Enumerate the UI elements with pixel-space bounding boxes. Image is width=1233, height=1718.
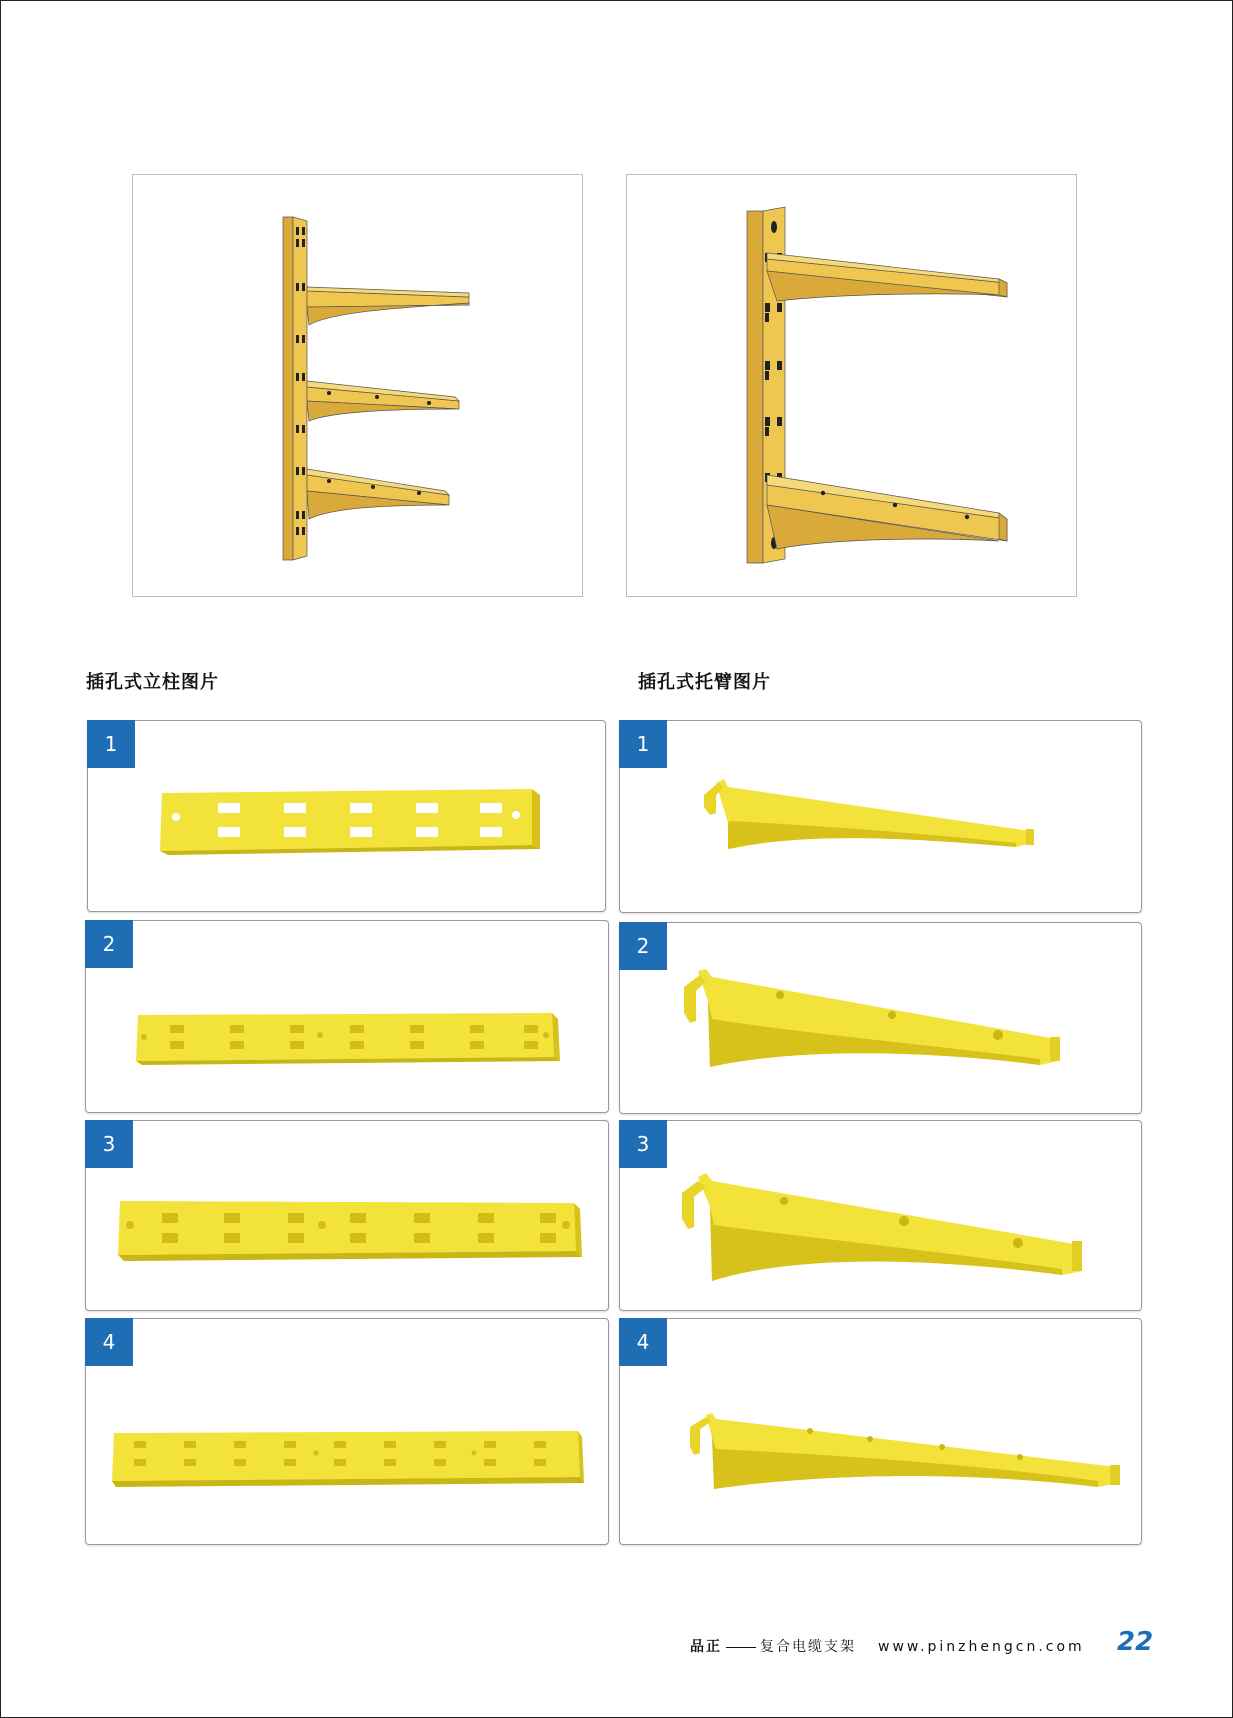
column-photo-card[interactable] [87,720,606,912]
arm-photo-card[interactable] [619,1318,1142,1545]
column-product-3 [86,1121,608,1310]
page-number: 22 [1117,1627,1154,1657]
arm-assembly-diagram [626,174,1077,597]
column-product-1 [88,721,605,911]
footer-url[interactable]: www.pinzhengcn.com [878,1639,1085,1655]
arm-product-2 [620,923,1141,1113]
card-number-badge: 3 [85,1120,133,1168]
card-number-badge: 1 [87,720,135,768]
arm-photo-card[interactable] [619,922,1142,1114]
column-product-4 [86,1319,608,1544]
arm-photo-card[interactable] [619,720,1142,913]
card-number-badge: 4 [619,1318,667,1366]
footer-brand: 品正 [690,1639,722,1655]
card-number-badge: 2 [85,920,133,968]
arm-photo-card[interactable] [619,1120,1142,1311]
column-product-2 [86,921,608,1112]
card-number-badge: 1 [619,720,667,768]
footer-tagline: 复合电缆支架 [760,1639,856,1655]
column-assembly-illustration [133,175,582,596]
column-photo-card[interactable] [85,920,609,1113]
column-assembly-diagram [132,174,583,597]
arm-section-title: 插孔式托臂图片 [638,672,771,693]
column-photo-card[interactable] [85,1318,609,1545]
footer [690,1636,1085,1656]
card-number-badge: 4 [85,1318,133,1366]
column-section-title: 插孔式立柱图片 [86,672,219,693]
card-number-badge: 2 [619,922,667,970]
footer-dash [726,1647,756,1648]
card-number-badge: 3 [619,1120,667,1168]
arm-product-4 [620,1319,1141,1544]
arm-product-1 [620,721,1141,912]
arm-assembly-illustration [627,175,1076,596]
column-photo-card[interactable] [85,1120,609,1311]
arm-product-3 [620,1121,1141,1310]
